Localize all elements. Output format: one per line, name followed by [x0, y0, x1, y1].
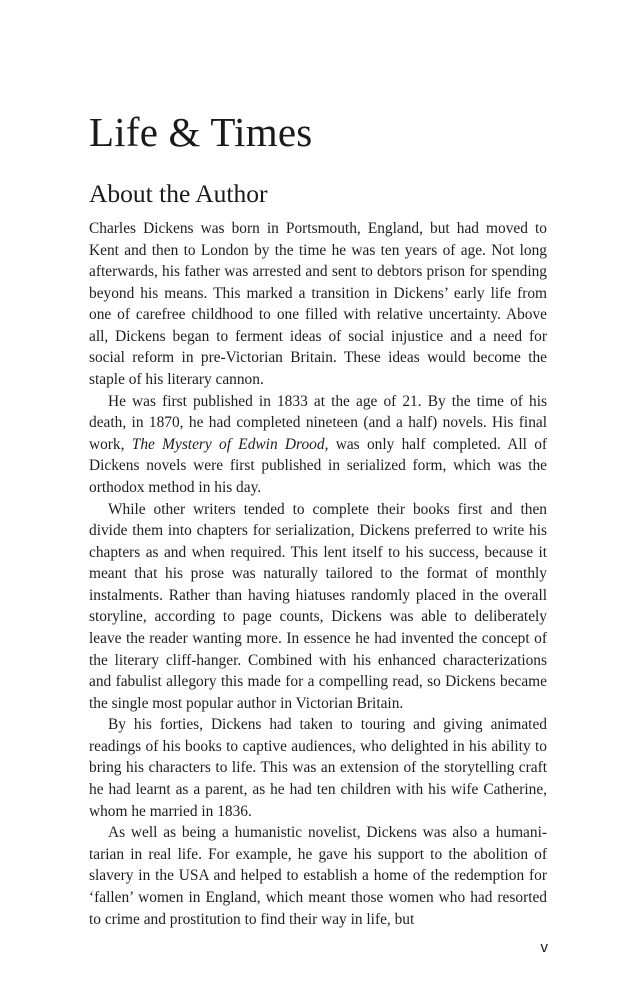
paragraph-3: While other writers tended to complete their books first and then divide them into chapters for serialization, Dickens preferred to write his chapters as and when required. This lent itself to his success, because it meant that his prose was naturally tailored to the format of monthly instalments. Rather than having hiatuses randomly placed in the overall storyline, according to page counts, Dickens was able to deliberately leave the reader wanting more. In essence he had invented the concept of the literary cliff-hanger. Combined with his enhanced characterizations and fabulist allegory this made for a compelling read, so Dickens became the single most popular author in Victorian Britain.: [89, 500, 547, 712]
paragraph-5: As well as being a humanistic novelist, Dickens was also a humanitarian in real life. For example, he gave his support to the abolition of slavery in the USA and helped to establish a home of the redemption for ‘fallen’ women in England, which meant those women who had resorted to crime and prostitution to find their way in life, but: [89, 824, 547, 928]
paragraph-2-text-end: , was only half completed. All of Dickens novels were first published in serialized form, which was the orthodox method in his day.: [89, 435, 548, 496]
paragraph-1: Charles Dickens was born in Portsmouth, England, but had moved to Kent and then to London by the time he was ten years of age. Not long afterwards, his father was arrested and sent to debtors prison for spending beyond his means. This marked a transition in Dickens’ early life from one of carefree childhood to one filled with relative uncertainty. Above all, Dickens began to ferment ideas of social injustice and a need for social reform in pre-Victorian Britain. These ideas would become the staple of his literary cannon.: [89, 220, 547, 389]
paragraph-2-text-start: He was first published in 1833 at the age of 21. By the time of his death, in 1870, he had completed nineteen (and a half) novels. His final work,: [89, 392, 547, 453]
chapter-title: Life & Times: [89, 109, 313, 155]
section-heading: About the Author: [89, 179, 268, 208]
book-title-italic: The Mystery of Edwin Drood: [131, 435, 325, 453]
paragraph-2: [89, 391, 547, 499]
page-number: v: [540, 939, 548, 956]
body-text: [89, 218, 547, 930]
paragraph-4: By his forties, Dickens had taken to touring and giving animated readings of his books to captive audiences, who delighted in his ability to bring his characters to life. This was an extension of the storytelling craft he had learnt as a parent, as he had ten children with his wife Catherine, whom he married in 1836.: [89, 716, 547, 820]
